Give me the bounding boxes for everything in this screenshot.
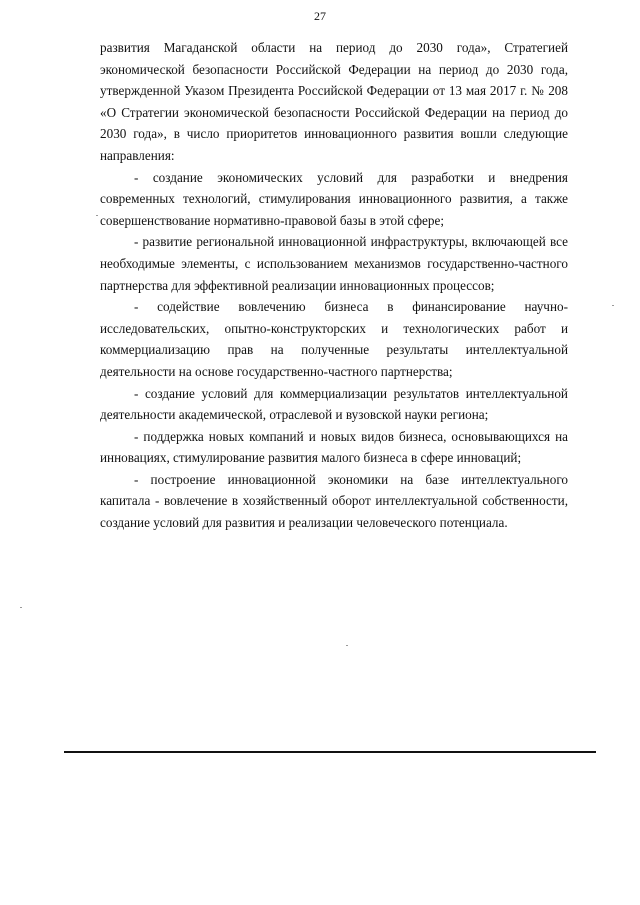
priority-item-economic-conditions: - создание экономических условий для разработки и внедрения современных технологий, стимулирования инновационного развития, а также совершенствование нормативно-правовой базы в этой сфере;: [100, 169, 568, 228]
priority-item-infrastructure: - развитие региональной инновационной инфраструктуры, включающей все необходимые элементы, с использованием механизмов государственно-частного партнерства для эффективной реализации инновационных процессов;: [100, 234, 568, 293]
scan-speck: [96, 215, 98, 216]
scan-speck: [20, 607, 22, 608]
footer-rule: [64, 751, 596, 753]
priority-item-new-companies: - поддержка новых компаний и новых видов бизнеса, основывающихся на инновациях, стимулирование развития малого бизнеса в сфере инноваций;: [100, 428, 568, 466]
priority-item-commercialization: - создание условий для коммерциализации результатов интеллектуальной деятельности академической, отраслевой и вузовской науки региона;: [100, 385, 568, 423]
priority-item-innovation-economy: - построение инновационной экономики на базе интеллектуального капитала - вовлечение в хозяйственный оборот интеллектуальной собственности, создание условий для развития и реализации человеческого потенциала.: [100, 471, 568, 531]
priority-item-business-financing: - содействие вовлечению бизнеса в финансирование научно-исследовательских, опытно-конструкторских и технологических работ и коммерциализацию прав на полученные результаты интеллектуальной деятельности на основе государственно-частного партнерства;: [100, 299, 568, 379]
page-number: 27: [314, 9, 326, 23]
scan-speck: [346, 645, 348, 646]
document-body: [100, 37, 568, 534]
intro-paragraph: развития Магаданской области на период до 2030 года», Стратегией экономической безопасности Российской Федерации на период до 2030 года, утвержденной Указом Президента Российской Федерации от 13 мая 2017 г. № 208 «О Стратегии экономической безопасности Российской Федерации на период до 2030 года», в число приоритетов инновационного развития вошли следующие направления:: [100, 40, 568, 163]
scan-speck: [612, 305, 614, 306]
